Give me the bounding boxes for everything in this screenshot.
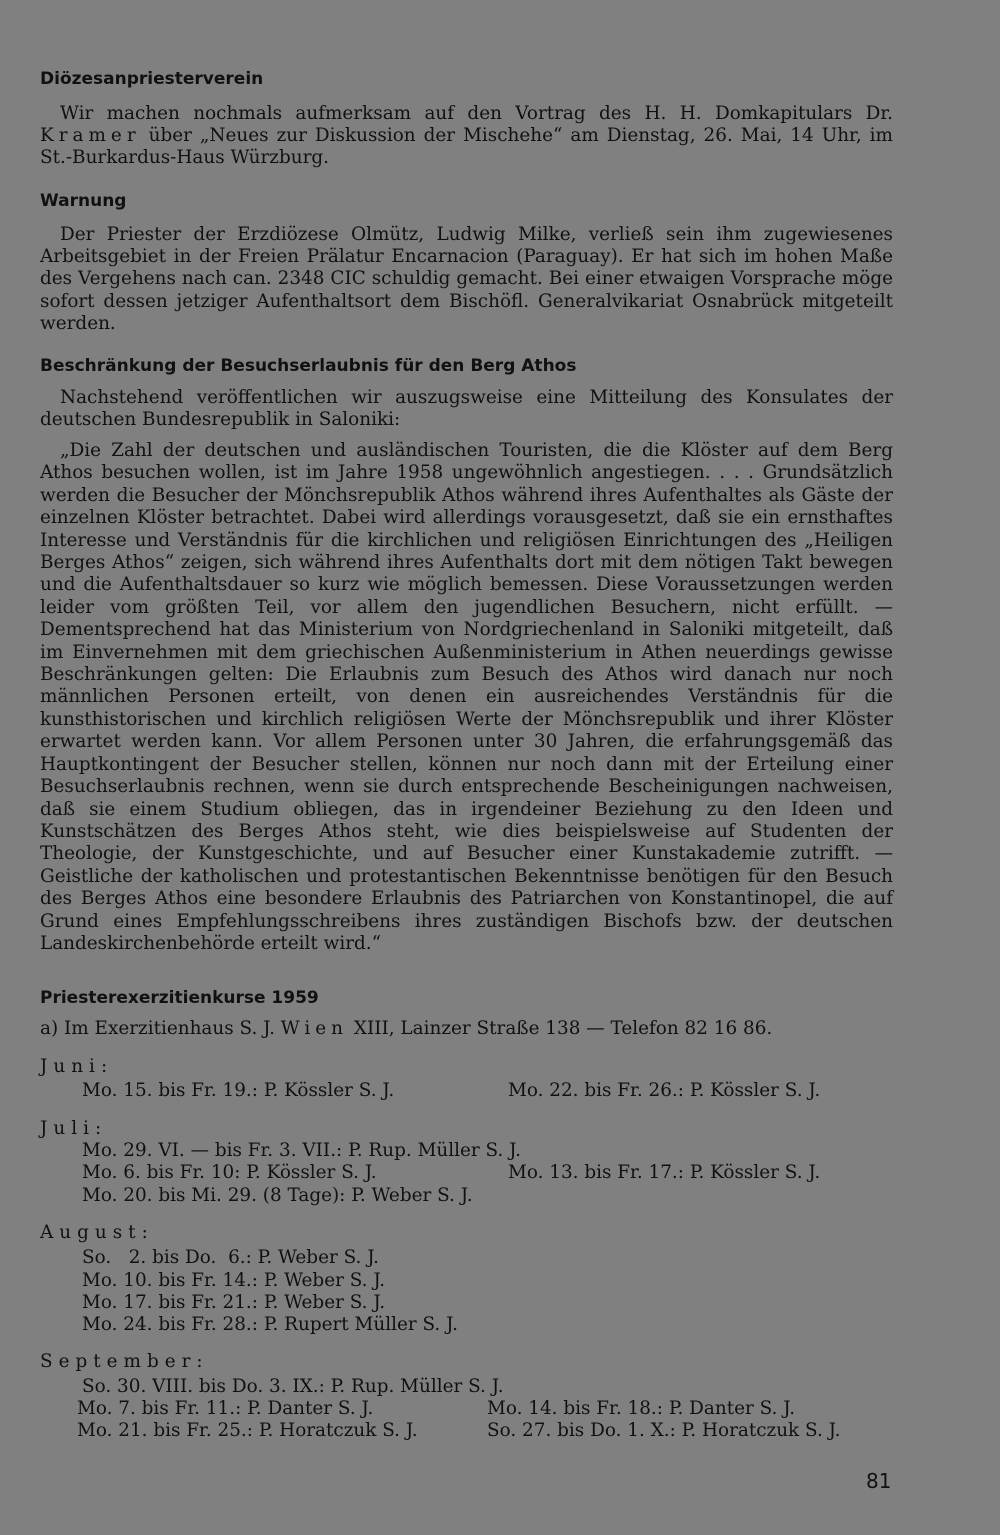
- schedule-entry: Mo. 22. bis Fr. 26.: P. Kössler S. J.: [508, 1080, 821, 1101]
- text-segment: a) Im Exerzitienhaus S. J.: [40, 1018, 281, 1039]
- heading-priesterexerzitienkurse: Priesterexerzitienkurse 1959: [40, 988, 319, 1008]
- text-segment: über „Neues zur Diskussion der Mischehe“ am Dienstag, 26. Mai, 14 Uhr, im St.-Burkardus-Haus Würzburg.: [40, 125, 893, 169]
- paragraph-athos-intro: [40, 387, 893, 431]
- schedule-entry: Mo. 10. bis Fr. 14.: P. Weber S. J.: [82, 1270, 386, 1291]
- schedule-entry: Mo. 7. bis Fr. 11.: P. Danter S. J.: [77, 1398, 374, 1419]
- paragraph-dioezesanpriesterverein: [40, 103, 893, 170]
- schedule-entry: So. 27. bis Do. 1. X.: P. Horatczuk S. J.: [487, 1420, 841, 1441]
- schedule-entry: So. 2. bis Do. 6.: P. Weber S. J.: [82, 1247, 380, 1268]
- warnung-text: Der Priester der Erzdiözese Olmütz, Ludwig Milke, verließ sein ihm zugewiesenes Arbeitsgebiet in der Freien Prälatur Encarnacion (Paraguay). Er hat sich im hohen Maße des Vergehens nach can. 2348 CIC schuldig gemacht. Bei einer etwaigen Vorsprache möge sofort dessen jetziger Aufenthaltsort dem Bischöfl. Generalvikariat Osnabrück mitgeteilt werden.: [40, 224, 893, 334]
- schedule-entry: Mo. 17. bis Fr. 21.: P. Weber S. J.: [82, 1292, 386, 1313]
- schedule-entry: Mo. 13. bis Fr. 17.: P. Kössler S. J.: [508, 1162, 821, 1183]
- page-number: 81: [866, 1469, 892, 1493]
- text-segment: Wir machen nochmals aufmerksam auf den Vortrag des H. H. Domkapitulars Dr.: [60, 103, 893, 124]
- schedule-entry: Mo. 24. bis Fr. 28.: P. Rupert Müller S. J.: [82, 1314, 458, 1335]
- city-name: Wien: [280, 1018, 348, 1039]
- heading-warnung: Warnung: [40, 191, 127, 211]
- schedule-entry: Mo. 15. bis Fr. 19.: P. Kössler S. J.: [82, 1080, 395, 1101]
- paragraph-warnung: [40, 224, 893, 335]
- schedule-entry: Mo. 6. bis Fr. 10: P. Kössler S. J.: [82, 1162, 377, 1183]
- month-label-september: September:: [40, 1351, 209, 1372]
- exerzitienhaus-line: [40, 1018, 772, 1040]
- schedule-entry: So. 30. VIII. bis Do. 3. IX.: P. Rup. Müller S. J.: [82, 1376, 504, 1397]
- text-segment: XIII, Lainzer Straße 138 — Telefon 82 16 86.: [348, 1018, 773, 1039]
- month-label-august: August:: [40, 1222, 154, 1243]
- schedule-entry: Mo. 20. bis Mi. 29. (8 Tage): P. Weber S. J.: [82, 1185, 473, 1206]
- month-label-juli: Juli:: [40, 1118, 108, 1139]
- month-label-juni: Juni:: [40, 1056, 114, 1077]
- heading-athos: Beschränkung der Besuchserlaubnis für den Berg Athos: [40, 356, 577, 376]
- schedule-entry: Mo. 29. VI. — bis Fr. 3. VII.: P. Rup. Müller S. J.: [82, 1140, 521, 1161]
- speaker-name: Kramer: [40, 125, 141, 147]
- athos-intro-text: Nachstehend veröffentlichen wir auszugsweise eine Mitteilung des Konsulates der deutschen Bundesrepublik in Saloniki:: [40, 387, 893, 431]
- schedule-entry: Mo. 21. bis Fr. 25.: P. Horatczuk S. J.: [77, 1420, 418, 1441]
- schedule-entry: Mo. 14. bis Fr. 18.: P. Danter S. J.: [487, 1398, 796, 1419]
- athos-quote: „Die Zahl der deutschen und ausländischen Touristen, die die Klöster auf dem Berg Athos besuchen wollen, ist im Jahre 1958 ungewöhnlich angestiegen. . . . Grundsätzlich werden die Besucher der Mönchsrepublik Athos während ihres Aufenthaltes als Gäste der einzelnen Klöster betrachtet. Dabei wird allerdings vorausgesetzt, daß sie ein ernsthaftes Interesse und Verständnis für die kirchlichen und religiösen Einrichtungen des „Heiligen Berges Athos“ zeigen, sich während ihres Aufenthalts dort mit dem nötigen Takt bewegen und die Aufenthaltsdauer so kurz wie möglich bemessen. Diese Voraussetzungen werden leider vom größten Teil, vor allem den jugendlichen Besuchern, nicht erfüllt. — Dementsprechend hat das Ministerium von Nordgriechenland in Saloniki mitgeteilt, daß im Einvernehmen mit dem griechischen Außenministerium in Athen neuerdings gewisse Beschränkungen gelten: Die Erlaubnis zum Besuch des Athos wird danach nur noch männlichen Personen erteilt, von denen ein ausreichendes Verständnis für die kunsthistorischen und kirchlich religiösen Werte der Mönchsrepublik und ihrer Klöster erwartet werden kann. Vor allem Personen unter 30 Jahren, die erfahrungsgemäß das Hauptkontingent der Besucher stellen, können nur noch dann mit der Erteilung einer Besuchserlaubnis rechnen, wenn sie durch entsprechende Bescheinigungen nachweisen, daß sie einem Studium obliegen, das in irgendeiner Beziehung zu den Ideen und Kunstschätzen des Berges Athos steht, wie dies beispielsweise auf Studenten der Theologie, der Kunstgeschichte, und auf Besucher einer Kunstakademie zutrifft. — Geistliche der katholischen und protestantischen Bekenntnisse benötigen für den Besuch des Berges Athos eine besondere Erlaubnis des Patriarchen von Konstantinopel, die auf Grund eines Empfehlungsschreibens ihres zuständigen Bischofs bzw. der deutschen Landeskirchenbehörde erteilt wird.“: [40, 440, 893, 954]
- heading-dioezesanpriesterverein: Diözesanpriesterverein: [40, 69, 264, 89]
